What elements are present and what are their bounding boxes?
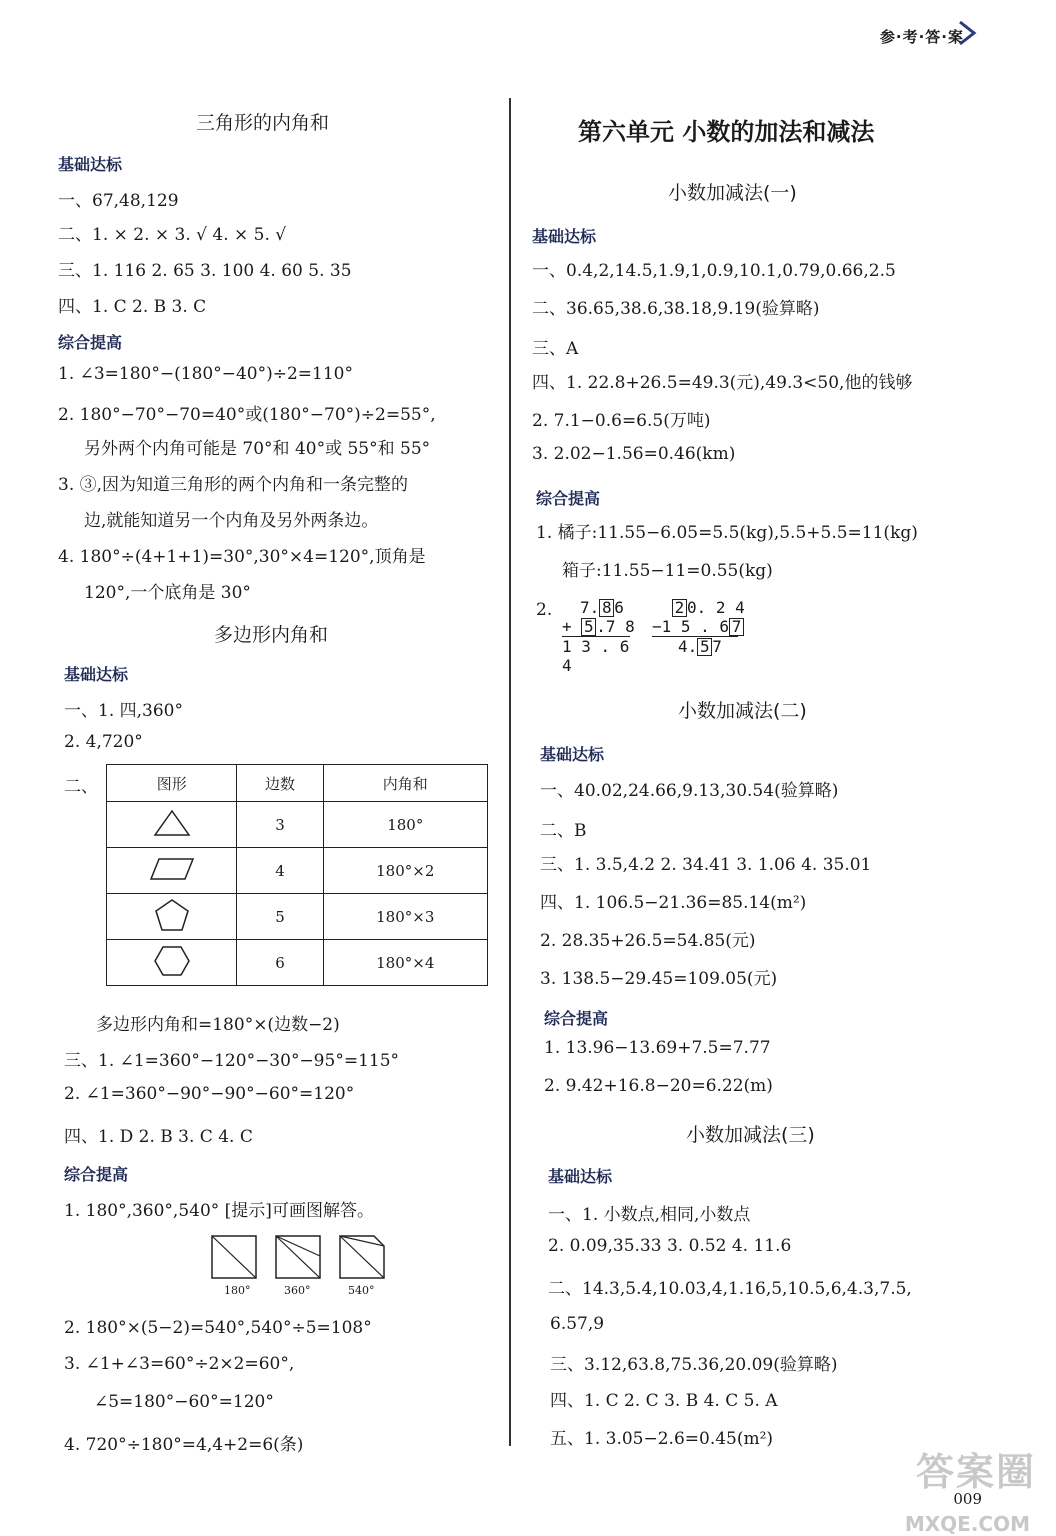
- advanced-heading: 综合提高: [536, 489, 601, 508]
- answer-line: 2. 9.42+16.8−20=6.22(m): [544, 1076, 773, 1096]
- answer-line: 一、0.4,2,14.5,1.9,1,0.9,10.1,0.79,0.66,2.5: [532, 261, 896, 281]
- answer-line: 3. 138.5−29.45=109.05(元): [540, 969, 778, 989]
- answer-line: 三、1. ∠1=360°−120°−30°−95°=115°: [64, 1051, 400, 1071]
- watermark-url: MXQE.COM: [904, 1512, 1030, 1536]
- sides-cell: 6: [237, 940, 323, 986]
- sum-cell: 180°: [323, 802, 487, 848]
- parallelogram-icon: [149, 856, 195, 882]
- column-header: 边数: [237, 765, 323, 802]
- answer-line: 三、1. 3.5,4.2 2. 34.41 3. 1.06 4. 35.01: [540, 855, 872, 875]
- sum-cell: 180°×3: [323, 894, 487, 940]
- watermark-logo: 答案圈: [915, 1450, 1036, 1494]
- hexagon-icon: [153, 945, 191, 977]
- sides-cell: 4: [237, 848, 323, 894]
- page-number: 009: [953, 1490, 982, 1508]
- digits: 0. 2 4: [687, 598, 745, 617]
- subtraction-result: [652, 636, 738, 656]
- advanced-heading: 综合提高: [58, 333, 123, 352]
- answer-line: 三、A: [532, 339, 579, 359]
- subtraction-row: [652, 598, 745, 617]
- answer-line: 四、1. 22.8+26.5=49.3(元),49.3<50,他的钱够: [532, 373, 913, 393]
- item-prefix: 二、: [58, 225, 92, 245]
- answer-line: 2. ∠1=360°−90°−90°−60°=120°: [64, 1084, 355, 1104]
- addition-row: [562, 598, 635, 617]
- polygon-table: [106, 764, 488, 986]
- item-prefix: 二、: [64, 777, 98, 797]
- answer-line: 四、1. 106.5−21.36=85.14(m²): [540, 893, 807, 913]
- answer-line: 2. 28.35+26.5=54.85(元): [540, 931, 756, 951]
- answer-line: 一、1. 小数点,相同,小数点: [548, 1205, 751, 1225]
- pentagon-shape-cell: [107, 894, 237, 940]
- answer-line: [58, 220, 286, 245]
- digits: 7.: [580, 598, 600, 617]
- vertical-addition: [562, 598, 635, 675]
- answer-text: 1. 116 2. 65 3. 100 4. 60 5. 35: [92, 261, 352, 281]
- answer-line: 1. 橘子:11.55−6.05=5.5(kg),5.5+5.5=11(kg): [536, 523, 918, 543]
- chevron-right-icon: [956, 20, 978, 46]
- answer-line: 箱子:11.55−11=0.55(kg): [562, 561, 773, 581]
- answer-line: [58, 292, 206, 317]
- answer-line: 三、3.12,63.8,75.36,20.09(验算略): [550, 1355, 838, 1375]
- answer-line: 另外两个内角可能是 70°和 40°或 55°和 55°: [84, 439, 431, 459]
- sum-cell: 180°×4: [323, 940, 487, 986]
- filled-box: 5: [581, 618, 596, 636]
- table-header-row: [107, 765, 488, 802]
- answer-line: 二、B: [540, 821, 587, 841]
- formula-line: 多边形内角和=180°×(边数−2): [96, 1015, 340, 1035]
- filled-box: 8: [599, 599, 614, 617]
- answer-line: 四、1. D 2. B 3. C 4. C: [64, 1127, 253, 1147]
- vertical-subtraction: [652, 598, 745, 656]
- filled-box: 7: [729, 618, 744, 636]
- item-prefix: 三、: [58, 261, 92, 281]
- answer-line: 一、1. 四,360°: [64, 701, 183, 721]
- subtraction-row: [652, 617, 745, 636]
- pentagon-icon: [154, 898, 190, 932]
- table-row: [107, 940, 488, 986]
- sum-cell: 180°×2: [323, 848, 487, 894]
- polygon-diagram-figures: [208, 1232, 388, 1284]
- answer-line: 3. ∠1+∠3=60°÷2×2=60°,: [64, 1354, 295, 1374]
- answer-line: 120°,一个底角是 30°: [84, 583, 251, 603]
- header-label: 参·考·答·案: [879, 28, 964, 46]
- advanced-heading: 综合提高: [64, 1165, 129, 1184]
- answer-line: 2. 4,720°: [64, 732, 143, 752]
- figure-label: 180°: [224, 1284, 251, 1297]
- answer-line: 2. 180°−70°−70=40°或(180°−70°)÷2=55°,: [58, 405, 436, 425]
- section-title-triangle: 三角形的内角和: [196, 112, 330, 134]
- answer-line: 2. 7.1−0.6=6.5(万吨): [532, 411, 711, 431]
- answer-line: 1. ∠3=180°−(180°−40°)÷2=110°: [58, 364, 353, 384]
- figure-label: 540°: [348, 1284, 375, 1297]
- advanced-heading: 综合提高: [544, 1009, 609, 1028]
- answer-line: 二、14.3,5.4,10.03,4,1.16,5,10.5,6,4.3,7.5,: [548, 1279, 912, 1299]
- basic-heading: 基础达标: [548, 1167, 613, 1186]
- answer-line: 3. 2.02−1.56=0.46(km): [532, 444, 736, 464]
- section-title-polygon: 多边形内角和: [214, 624, 329, 646]
- table-row: [107, 848, 488, 894]
- basic-heading: 基础达标: [58, 155, 123, 174]
- answer-line: 二、36.65,38.6,38.18,9.19(验算略): [532, 299, 820, 319]
- column-divider: [509, 98, 511, 1446]
- addition-row: [562, 617, 635, 636]
- basic-heading: 基础达标: [540, 745, 605, 764]
- answer-text: 1. C 2. B 3. C: [92, 297, 207, 317]
- digits: .7 8: [596, 617, 635, 636]
- operator: +: [562, 617, 572, 636]
- filled-box: 2: [672, 599, 687, 617]
- answer-line: ∠5=180°−60°=120°: [94, 1392, 274, 1412]
- answer-line: 边,就能知道另一个内角及另外两条边。: [84, 511, 379, 531]
- answer-line: 四、1. C 2. C 3. B 4. C 5. A: [550, 1391, 778, 1411]
- column-header: 图形: [107, 765, 237, 802]
- digits: −1 5 . 6: [652, 617, 730, 636]
- unit-title: 第六单元 小数的加法和减法: [578, 118, 875, 146]
- answer-line: [58, 256, 352, 281]
- answer-line: 4. 180°÷(4+1+1)=30°,30°×4=120°,顶角是: [58, 547, 426, 567]
- sides-cell: 3: [237, 802, 323, 848]
- triangle-icon: [152, 808, 192, 838]
- answer-text: 1. × 2. × 3. √ 4. × 5. √: [92, 225, 287, 245]
- answer-line: 2. 180°×(5−2)=540°,540°÷5=108°: [64, 1318, 372, 1338]
- answer-line: 3. ③,因为知道三角形的两个内角和一条完整的: [58, 475, 409, 495]
- answer-line: 1. 13.96−13.69+7.5=7.77: [544, 1038, 771, 1058]
- table-row: [107, 894, 488, 940]
- digits: 6: [614, 598, 624, 617]
- figure-label: 360°: [284, 1284, 311, 1297]
- section-title: 小数加减法(三): [686, 1124, 815, 1146]
- hexagon-shape-cell: [107, 940, 237, 986]
- addition-result: 1 3 . 6 4: [562, 637, 630, 675]
- filled-box: 5: [697, 638, 712, 656]
- answer-line: 2. 0.09,35.33 3. 0.52 4. 11.6: [548, 1236, 792, 1256]
- answer-line: 1. 180°,360°,540° [提示]可画图解答。: [64, 1201, 374, 1221]
- answer-line: 一、67,48,129: [58, 191, 179, 211]
- answer-line: 2.: [536, 600, 553, 620]
- answer-line: 4. 720°÷180°=4,4+2=6(条): [64, 1435, 304, 1455]
- digits: 4.: [678, 637, 698, 656]
- table-row: [107, 802, 488, 848]
- section-title: 小数加减法(一): [668, 182, 797, 204]
- section-title: 小数加减法(二): [678, 700, 807, 722]
- triangle-shape-cell: [107, 802, 237, 848]
- parallelogram-shape-cell: [107, 848, 237, 894]
- basic-heading: 基础达标: [532, 227, 597, 246]
- column-header: 内角和: [323, 765, 487, 802]
- answer-line: 一、40.02,24.66,9.13,30.54(验算略): [540, 781, 839, 801]
- answer-line: 6.57,9: [550, 1314, 605, 1334]
- digits: 7: [712, 637, 722, 656]
- sides-cell: 5: [237, 894, 323, 940]
- basic-heading: 基础达标: [64, 665, 129, 684]
- item-prefix: 四、: [58, 297, 92, 317]
- answer-line: 五、1. 3.05−2.6=0.45(m²): [550, 1429, 774, 1449]
